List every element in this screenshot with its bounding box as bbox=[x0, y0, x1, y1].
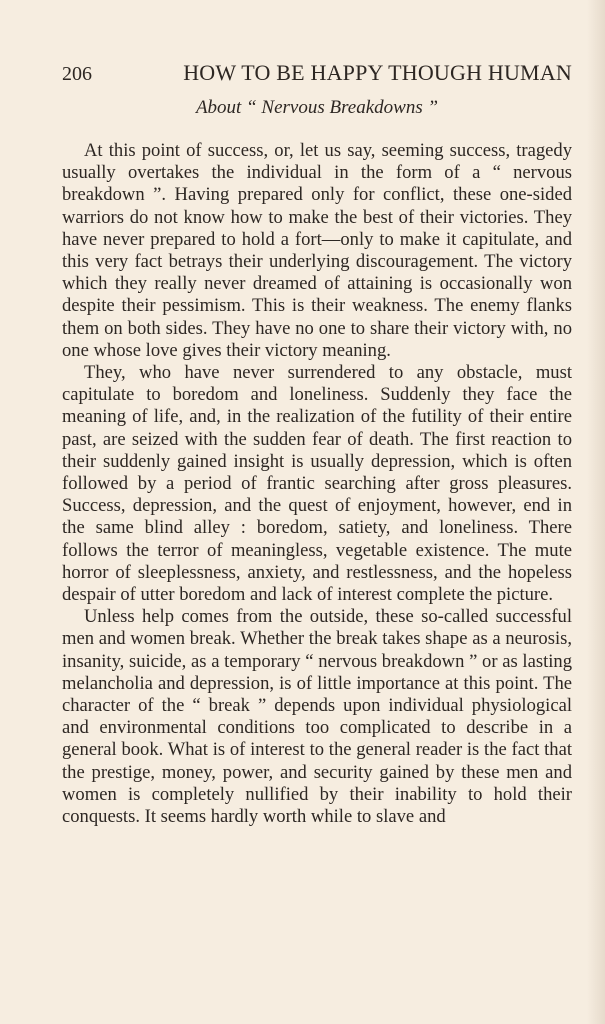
book-page bbox=[62, 60, 572, 995]
body-text bbox=[62, 140, 572, 828]
paragraph: At this point of success, or, let us say, seeming success, tragedy usually overtakes the individual in the form of a “ nervous breakdown ”. Having prepared only for conflict, these one-sided warriors do not know how to make the best of their victories. They have never prepared to hold a fort—only to make it capitulate, and this very fact betrays their underlying discouragement. The victory which they really never dreamed of attaining is occasionally won despite their pessimism. This is their weakness. The enemy flanks them on both sides. They have no one to share their victory with, no one whose love gives their victory meaning. bbox=[62, 140, 572, 361]
section-heading: About “ Nervous Breakdowns ” bbox=[195, 97, 439, 118]
running-head bbox=[62, 60, 572, 90]
paragraph: Unless help comes from the outside, these so-called successful men and women break. Whether the break takes shape as a neurosis, insanity, suicide, as a temporary “ nervous breakdown ” or as lasting melancholia and depression, is of little importance at this point. The character of the “ break ” depends upon individual physiological and environmental conditions too complicated to describe in a general book. What is of interest to the general reader is the fact that the prestige, money, power, and security gained by these men and women is completely nullified by their inability to hold their conquests. It seems hardly worth while to slave and bbox=[62, 606, 572, 828]
book-title: HOW TO BE HAPPY THOUGH HUMAN bbox=[183, 60, 572, 85]
page-edge-shadow bbox=[587, 0, 605, 1024]
paragraph: They, who have never surrendered to any obstacle, must capitulate to boredom and loneliness. Suddenly they face the meaning of life, and, in the realization of the futility of their entire past, are seized with the sudden fear of death. The first reaction to their suddenly gained insight is usually depression, which is often followed by a period of frantic searching after gross pleasures. Success, depression, and the quest of enjoyment, however, end in the same blind alley : boredom, satiety, and loneliness. There follows the terror of meaningless, vegetable existence. The mute horror of sleeplessness, anxiety, and restlessness, and the hopeless despair of utter boredom and lack of interest complete the picture. bbox=[62, 362, 572, 606]
page-number: 206 bbox=[62, 63, 92, 85]
